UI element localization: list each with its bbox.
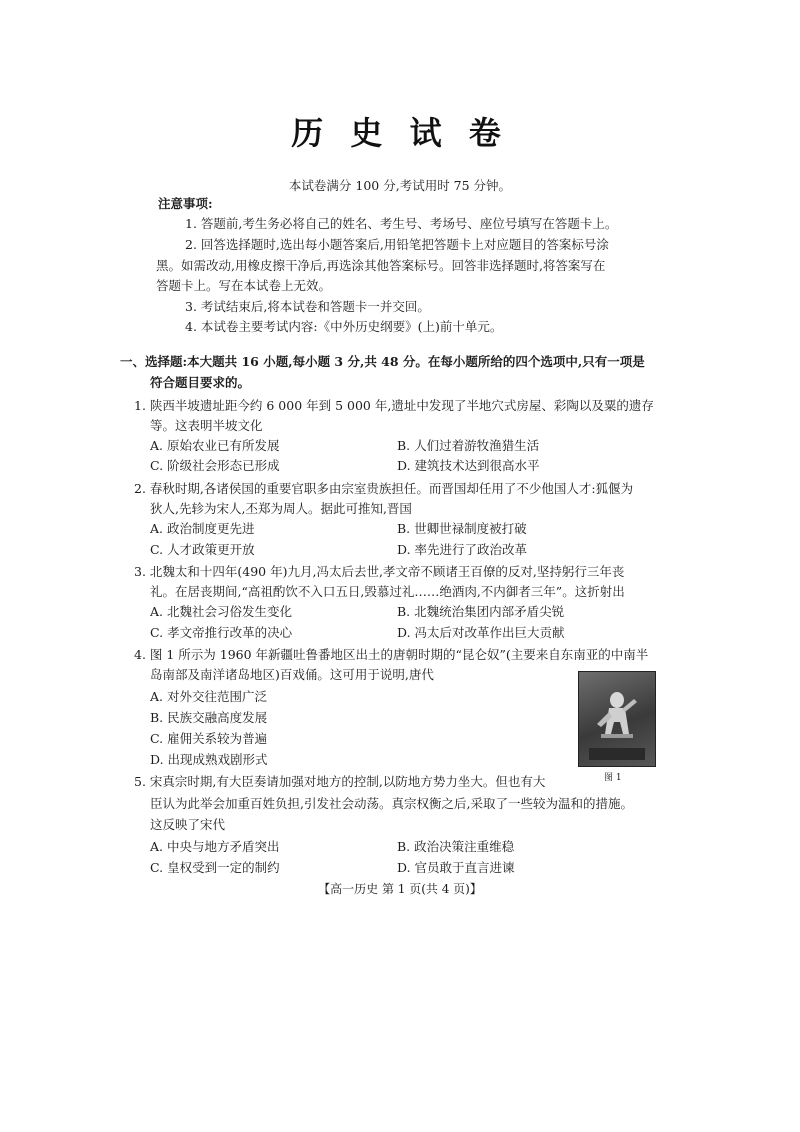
question-stem: 3. 北魏太和十四年(490 年)九月,冯太后去世,孝文帝不顾诸王百僚的反对,坚持躬行三年丧: [134, 564, 625, 579]
notice-line: 1. 答题前,考生务必将自己的姓名、考生号、考场号、座位号填写在答题卡上。: [185, 216, 618, 231]
question-stem: 2. 春秋时期,各诸侯国的重要官职多由宗室贵族担任。而晋国却任用了不少他国人才:狐偃为: [134, 481, 634, 496]
page-title: 历 史 试 卷: [291, 114, 509, 152]
option-b: B. 北魏统治集团内部矛盾尖锐: [397, 604, 565, 619]
section-heading-cont: 符合题目要求的。: [150, 375, 251, 390]
option-d: D. 出现成熟戏剧形式: [150, 752, 268, 767]
figurine-photo: [578, 671, 656, 767]
notice-line: 黑。如需改动,用橡皮擦干净后,再选涂其他答案标号。回答非选择题时,将答案写在: [156, 258, 606, 273]
option-a: A. 北魏社会习俗发生变化: [150, 604, 292, 619]
option-b: B. 人们过着游牧渔猎生活: [397, 438, 540, 453]
option-a: A. 原始农业已有所发展: [150, 438, 280, 453]
option-d: D. 官员敢于直言进谏: [397, 860, 515, 875]
notice-heading: 注意事项:: [158, 196, 213, 211]
notice-line: 2. 回答选择题时,选出每小题答案后,用铅笔把答题卡上对应题目的答案标号涂: [185, 237, 609, 252]
option-c: C. 孝文帝推行改革的决心: [150, 625, 293, 640]
question-stem: 等。这表明半坡文化: [150, 418, 263, 433]
option-b: B. 政治决策注重维稳: [397, 839, 515, 854]
option-a: A. 对外交往范围广泛: [150, 689, 267, 704]
question-stem: 岛南部及南洋诸岛地区)百戏俑。这可用于说明,唐代: [150, 667, 434, 682]
question-stem: 1. 陕西半坡遗址距今约 6 000 年到 5 000 年,遗址中发现了半地穴式房屋、彩陶以及粟的遗存: [134, 398, 654, 413]
option-c: C. 人才政策更开放: [150, 542, 255, 557]
option-b: B. 民族交融高度发展: [150, 710, 268, 725]
option-d: D. 建筑技术达到很高水平: [397, 458, 540, 473]
option-a: A. 中央与地方矛盾突出: [150, 839, 280, 854]
notice-line: 4. 本试卷主要考试内容:《中外历史纲要》(上)前十单元。: [185, 319, 503, 334]
option-b: B. 世卿世禄制度被打破: [397, 521, 527, 536]
question-stem: 臣认为此举会加重百姓负担,引发社会动荡。真宗权衡之后,采取了一些较为温和的措施。: [150, 796, 633, 811]
option-c: C. 阶级社会形态已形成: [150, 458, 280, 473]
question-stem: 狄人,先轸为宋人,丕郑为周人。据此可推知,晋国: [150, 501, 412, 516]
option-a: A. 政治制度更先进: [150, 521, 255, 536]
option-c: C. 雇佣关系较为普遍: [150, 731, 268, 746]
figure-caption: 图 1: [604, 773, 622, 783]
option-d: D. 冯太后对改革作出巨大贡献: [397, 625, 565, 640]
figurine-image: [579, 672, 655, 766]
section-heading: 一、选择题:本大题共 16 小题,每小题 3 分,共 48 分。在每小题所给的四个选项中,只有一项是: [120, 354, 645, 369]
question-stem: 5. 宋真宗时期,有大臣奏请加强对地方的控制,以防地方势力坐大。但也有大: [134, 774, 546, 789]
option-d: D. 率先进行了政治改革: [397, 542, 528, 557]
page-footer: 【高一历史 第 1 页(共 4 页)】: [318, 882, 482, 896]
question-stem: 4. 图 1 所示为 1960 年新疆吐鲁番地区出土的唐朝时期的“昆仑奴”(主要来自东南亚的中南半: [134, 647, 649, 662]
notice-line: 3. 考试结束后,将本试卷和答题卡一并交回。: [185, 299, 430, 314]
notice-line: 答题卡上。写在本试卷上无效。: [156, 278, 332, 293]
option-c: C. 皇权受到一定的制约: [150, 860, 280, 875]
question-stem: 礼。在居丧期间,“高祖酌饮不入口五日,毁慕过礼……绝酒肉,不内御者三年”。这折射出: [150, 584, 625, 599]
exam-info: 本试卷满分 100 分,考试用时 75 分钟。: [288, 178, 512, 193]
question-stem: 这反映了宋代: [150, 817, 226, 832]
